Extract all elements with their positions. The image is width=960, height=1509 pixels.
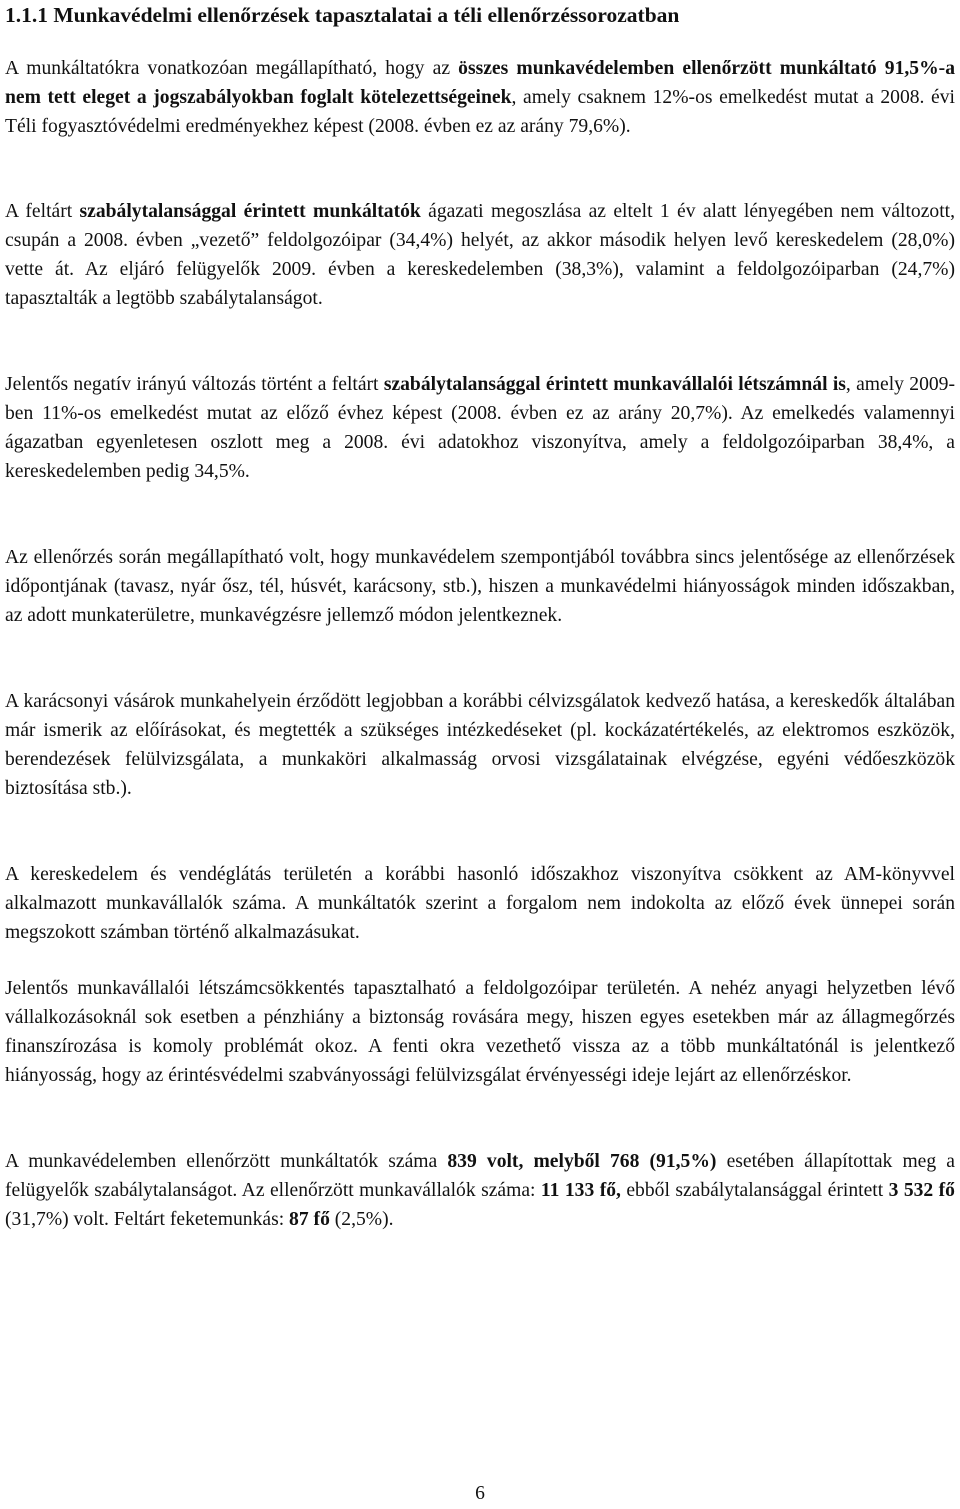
text-run: A kereskedelem és vendéglátás területén a korábbi hasonló időszakhoz viszonyítva csökkent az AM-könyvvel alkalmazott munkavállalók száma. A munkáltatók szerint a forgalom nem indokolta az előző évek ünnepei során megszokott számban történő alkalmazásukat. (5, 864, 955, 943)
paragraph-5 (5, 688, 955, 804)
text-run: ágazati megoszlása az eltelt 1 év alatt lényegében nem változott, csupán a 2008. évben „vezető” feldolgozóipar (34,4%) helyét, az akkor második helyen levő kereskedelem (28,0%) vette át. Az eljáró felügyelők 2009. évben a kereskedelemben (38,3%), valamint a feldolgozóiparban (24,7%) tapasztalták a legtöbb szabálytalanságot. (5, 201, 955, 309)
text-run: A munkavédelemben ellenőrzött munkáltatók száma (5, 1151, 448, 1172)
text-run: Jelentős negatív irányú változás történt a feltárt (5, 374, 384, 395)
paragraph-6 (5, 861, 955, 948)
text-run: Az ellenőrzés során megállapítható volt, hogy munkavédelem szempontjából továbbra sincs jelentősége az ellenőrzések időpontjának (tavasz, nyár ősz, tél, húsvét, karácsony, stb.), hiszen a munkavédelmi hiányosságok minden időszakban, az adott munkaterületre, munkavégzésre jellemző módon jelentkeznek. (5, 547, 955, 626)
text-run: , amely csaknem 12%-os emelkedést mutat a 2008. évi Téli fogyasztóvédelmi eredményekhez képest (2008. évben ez az arány 79,6%). (5, 86, 955, 137)
text-run: ebből szabálytalansággal érintett (620, 1179, 889, 1201)
text-run-bold: 87 fő (289, 1208, 330, 1230)
text-run-bold: 839 volt, melyből 768 (91,5%) (447, 1151, 717, 1172)
text-run: A karácsonyi vásárok munkahelyein érződött legjobban a korábbi célvizsgálatok kedvező hatása, a kereskedők általában már ismerik az előírásokat, és megtették a szükséges intézkedéseket (pl. kockázatértékelés, az elektromos eszközök, berendezések felülvizsgálata, a munkaköri alkalmasság orvosi vizsgálatainak elvégzése, egyéni védőeszközök biztosítása stb.). (5, 691, 955, 799)
section-heading: 1.1.1 Munkavédelmi ellenőrzések tapasztalatai a téli ellenőrzéssorozatban (5, 3, 680, 27)
text-run: A munkáltatókra vonatkozóan megállapítható, hogy az (5, 58, 459, 79)
paragraph-1 (5, 55, 955, 142)
text-run: , amely 2009-ben 11%-os emelkedést mutat az előző évhez képest (2008. évben ez az arány 20,7%). Az emelkedés valamennyi ágazatban egyenletesen oszlott meg a 2008. évi adatokhoz viszonyítva, amely a feldolgozóiparban 38,4%, a kereskedelemben pedig 34,5%. (5, 374, 955, 482)
text-run-bold: szabálytalansággal érintett munkáltatók (79, 201, 421, 222)
paragraph-8 (5, 1148, 955, 1235)
text-run-bold: összes munkavédelemben ellenőrzött munkáltató 91,5%-a nem tett eleget a jogszabályokban foglalt kötelezettségeinek (5, 58, 956, 108)
text-run-bold: 3 532 fő (888, 1179, 955, 1201)
paragraph-7 (5, 975, 955, 1091)
paragraph-2 (5, 198, 955, 314)
text-run: A feltárt (5, 201, 80, 222)
paragraph-4 (5, 544, 955, 631)
text-run: esetében állapítottak meg a felügyelők szabálytalanságot. Az ellenőrzött munkavállalók száma: (5, 1151, 955, 1201)
text-run: (31,7%) volt. Feltárt feketemunkás: (5, 1208, 290, 1230)
text-run-bold: szabálytalansággal érintett munkavállalói létszámnál is (383, 374, 846, 395)
text-run: (2,5%). (329, 1208, 394, 1230)
text-run-bold: 11 133 fő, (540, 1179, 621, 1201)
text-run: Jelentős munkavállalói létszámcsökkentés tapasztalható a feldolgozóipar területén. A nehéz anyagi helyzetben lévő vállalkozásoknál sok esetben a pénzhiány a biztonság rovására megy, hiszen egyes esetekben már az állagmegőrzés finanszírozása is komoly problémát okoz. A fenti okra vezethető vissza az a több munkáltatónál is jelentkező hiányosság, hogy az érintésvédelmi szabványossági felülvizsgálat érvényességi ideje lejárt az ellenőrzéskor. (5, 978, 955, 1086)
page-number: 6 (475, 1483, 485, 1504)
paragraph-3 (5, 371, 955, 487)
